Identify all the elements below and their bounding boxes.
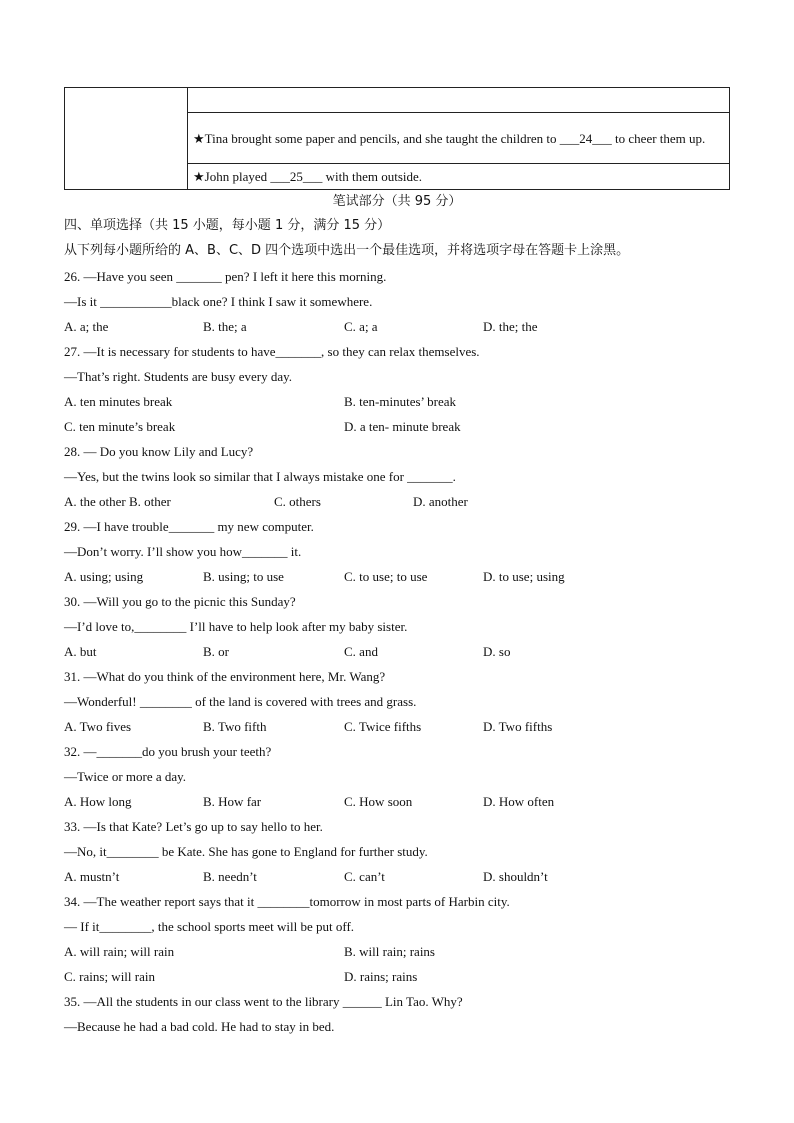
- option: A. How long: [64, 794, 132, 809]
- option: D. so: [483, 644, 511, 659]
- option: C. Twice fifths: [344, 719, 422, 734]
- option: C. can’t: [344, 869, 385, 884]
- table-row-3: ★John played ___25___ with them outside.: [188, 164, 730, 190]
- question-reply: —Twice or more a day.: [64, 769, 187, 784]
- option: D. another: [413, 494, 468, 509]
- option: C. ten minute’s break: [64, 419, 176, 434]
- option: C. and: [344, 644, 378, 659]
- option: A. the other B. other: [64, 494, 171, 509]
- option: B. the; a: [203, 319, 247, 334]
- question-stem: 28. — Do you know Lily and Lucy?: [64, 444, 254, 459]
- question-stem: 31. —What do you think of the environment here, Mr. Wang?: [64, 669, 386, 684]
- table-row-2: ★Tina brought some paper and pencils, and she taught the children to ___24___ to cheer them up.: [188, 113, 730, 164]
- option: A. using; using: [64, 569, 144, 584]
- question-stem: 35. —All the students in our class went to the library ______ Lin Tao. Why?: [64, 994, 463, 1009]
- option: D. rains; rains: [344, 969, 418, 984]
- option: D. Two fifths: [483, 719, 553, 734]
- table-row-1: [188, 88, 730, 113]
- question-stem: 34. —The weather report says that it ________tomorrow in most parts of Harbin city.: [64, 894, 510, 909]
- option: C. a; a: [344, 319, 378, 334]
- option: C. How soon: [344, 794, 413, 809]
- option: A. mustn’t: [64, 869, 120, 884]
- option: A. but: [64, 644, 97, 659]
- option: B. will rain; rains: [344, 944, 435, 959]
- option: B. or: [203, 644, 229, 659]
- option: A. a; the: [64, 319, 109, 334]
- question-reply: —I’d love to,________ I’ll have to help look after my baby sister.: [64, 619, 408, 634]
- instruction: 从下列每小题所给的 A、B、C、D 四个选项中选出一个最佳选项，并将选项字母在答题卡上涂黑。: [64, 243, 630, 258]
- question-reply: —Wonderful! ________ of the land is covered with trees and grass.: [64, 694, 417, 709]
- part-title: 四、单项选择（共 15 小题，每小题 1 分，满分 15 分）: [64, 218, 391, 233]
- option: C. to use; to use: [344, 569, 428, 584]
- option: A. Two fives: [64, 719, 132, 734]
- option: B. Two fifth: [203, 719, 267, 734]
- option: B. How far: [203, 794, 262, 809]
- question-reply: —Is it ___________black one? I think I saw it somewhere.: [64, 294, 373, 309]
- question-reply: —No, it________ be Kate. She has gone to England for further study.: [64, 844, 428, 859]
- question-reply: —That’s right. Students are busy every day.: [64, 369, 293, 384]
- option: C. others: [274, 494, 321, 509]
- question-reply: — If it________, the school sports meet will be put off.: [64, 919, 355, 934]
- question-stem: 33. —Is that Kate? Let’s go up to say hello to her.: [64, 819, 323, 834]
- option: D. a ten- minute break: [344, 419, 461, 434]
- option: D. the; the: [483, 319, 538, 334]
- option: B. ten-minutes’ break: [344, 394, 457, 409]
- option: C. rains; will rain: [64, 969, 155, 984]
- table-left-cell: [65, 88, 188, 190]
- story-table: [64, 87, 730, 189]
- option: A. ten minutes break: [64, 394, 173, 409]
- option: A. will rain; will rain: [64, 944, 175, 959]
- question-stem: 29. —I have trouble_______ my new computer.: [64, 519, 314, 534]
- question-stem: 32. —_______do you brush your teeth?: [64, 744, 272, 759]
- question-reply: —Because he had a bad cold. He had to stay in bed.: [64, 1019, 335, 1034]
- option: B. needn’t: [203, 869, 257, 884]
- question-stem: 26. —Have you seen _______ pen? I left it here this morning.: [64, 269, 387, 284]
- section-title: 笔试部分（共 95 分）: [332, 194, 462, 209]
- option: D. to use; using: [483, 569, 565, 584]
- question-reply: —Don’t worry. I’ll show you how_______ it.: [64, 544, 302, 559]
- option: D. How often: [483, 794, 555, 809]
- question-reply: —Yes, but the twins look so similar that I always mistake one for _______.: [64, 469, 456, 484]
- question-stem: 27. —It is necessary for students to have_______, so they can relax themselves.: [64, 344, 480, 359]
- question-stem: 30. —Will you go to the picnic this Sunday?: [64, 594, 296, 609]
- option: D. shouldn’t: [483, 869, 548, 884]
- option: B. using; to use: [203, 569, 284, 584]
